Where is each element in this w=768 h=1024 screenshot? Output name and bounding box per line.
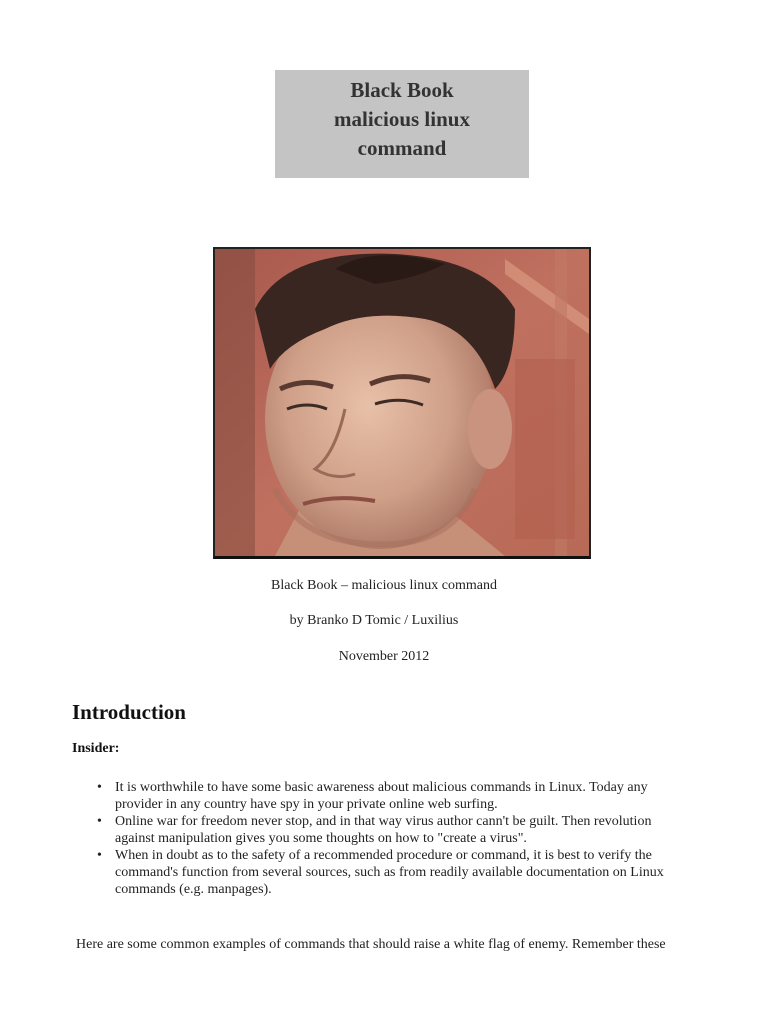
- section-heading-introduction: Introduction: [72, 700, 186, 724]
- title-line-1: Black Book: [350, 78, 454, 102]
- caption-title: Black Book – malicious linux command: [271, 578, 497, 593]
- portrait-illustration: [215, 249, 589, 556]
- caption-author: by Branko D Tomic / Luxilius: [289, 613, 459, 628]
- list-item-text: Online war for freedom never stop, and in that way virus author cann't be guilt. Then revolution: [115, 814, 652, 829]
- bullet-icon: •: [97, 848, 102, 863]
- list-item: [95, 813, 725, 847]
- list-item: [95, 779, 725, 813]
- list-item-text: When in doubt as to the safety of a recommended procedure or command, it is best to verify the: [115, 848, 652, 863]
- subheading-insider: Insider:: [72, 741, 120, 756]
- title-box: [275, 70, 529, 178]
- list-item: [95, 847, 725, 898]
- caption-date: November 2012: [338, 649, 430, 664]
- list-item-text: It is worthwhile to have some basic awareness about malicious commands in Linux. Today any: [115, 780, 648, 795]
- title-line-3: command: [357, 136, 447, 160]
- bullet-list: [95, 779, 725, 898]
- bullet-icon: •: [97, 814, 102, 829]
- body-paragraph: Here are some common examples of commands that should raise a white flag of enemy. Remember these: [76, 937, 666, 952]
- list-item-text: provider in any country have spy in your private online web surfing.: [115, 797, 498, 812]
- author-portrait-photo: [213, 247, 591, 559]
- bullet-icon: •: [97, 780, 102, 795]
- list-item-text: command's function from several sources, such as from readily available documentation on Linux: [115, 865, 664, 880]
- list-item-text: commands (e.g. manpages).: [115, 882, 272, 897]
- title-line-2: malicious linux: [334, 107, 470, 131]
- list-item-text: against manipulation gives you some thoughts on how to "create a virus".: [115, 831, 527, 846]
